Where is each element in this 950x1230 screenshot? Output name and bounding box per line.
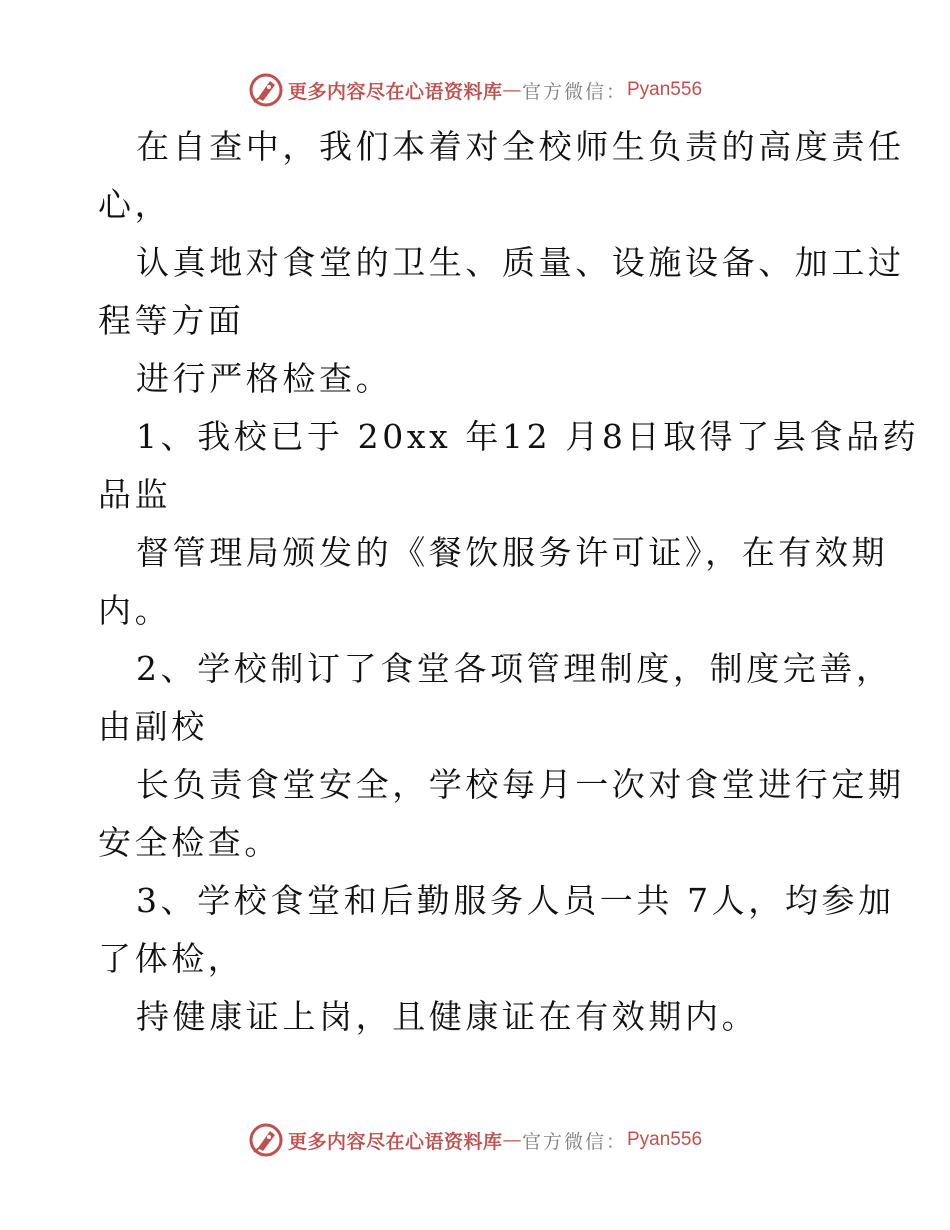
paragraph-line: 安全检查。: [98, 823, 281, 862]
paragraph-line: 了体检，: [98, 939, 245, 978]
paragraph-line: 认真地对食堂的卫生、质量、设施设备、加工过: [136, 243, 905, 282]
pen-nib-logo-icon: [248, 1122, 284, 1158]
paragraph-line: 心，: [98, 185, 172, 224]
footer-wechat-id: Pyan556: [627, 1129, 703, 1150]
paragraph-line: 持健康证上岗，且健康证在有效期内。: [136, 997, 759, 1036]
paragraph-line: 长负责食堂安全，学校每月一次对食堂进行定期: [136, 765, 905, 804]
header-wechat-id: Pyan556: [627, 79, 703, 100]
header-banner: [0, 70, 950, 110]
header-promo-text: 更多内容尽在心语资料库: [287, 80, 503, 103]
header-wechat-label: 官方微信：: [521, 80, 627, 103]
paragraph-line: 进行严格检查。: [136, 359, 393, 398]
paragraph-line: 由副校: [98, 707, 208, 746]
paragraph-line: 内。: [98, 591, 172, 630]
paragraph-line: 2、学校制订了食堂各项管理制度，制度完善，: [136, 649, 893, 688]
paragraph-line: 品监: [98, 475, 172, 514]
footer-wechat-label: 官方微信：: [521, 1130, 627, 1153]
pen-nib-logo-icon: [248, 72, 284, 108]
paragraph-line: 1、我校已于 20xx 年12 月8日取得了县食品药: [136, 417, 920, 456]
paragraph-line: 程等方面: [98, 301, 245, 340]
footer-dash: —: [502, 1129, 522, 1151]
footer-promo-text: 更多内容尽在心语资料库: [287, 1130, 503, 1153]
paragraph-line: 督管理局颁发的《餐饮服务许可证》，在有效期: [136, 533, 889, 572]
paragraph-line: 3、学校食堂和后勤服务人员一共 7人，均参加: [136, 881, 895, 920]
header-dash: —: [502, 79, 522, 101]
paragraph-line: 在自查中，我们本着对全校师生负责的高度责任: [136, 127, 905, 166]
document-body: [98, 118, 920, 1046]
footer-banner: [0, 1120, 950, 1160]
